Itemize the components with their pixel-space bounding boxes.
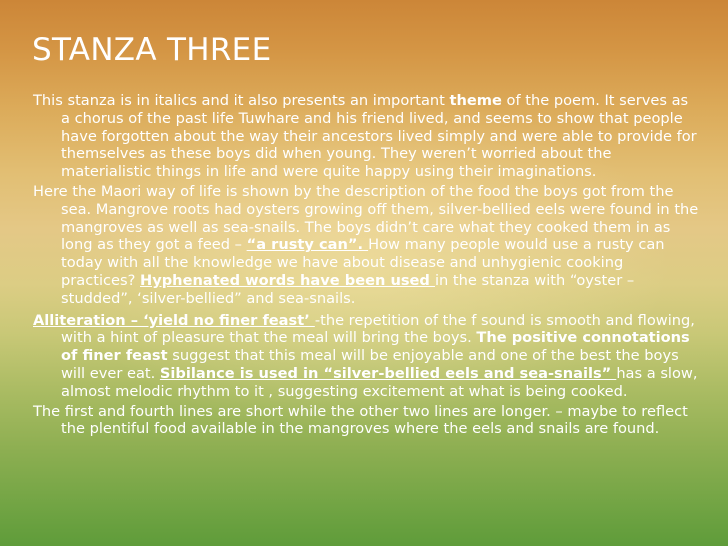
paragraph-alliteration (33, 312, 699, 401)
p2-rusty-can-quote: “a rusty can”. (246, 236, 369, 254)
p1-text-2: of the poem. It serves as a chorus of the past life Tuwhare and his friend lived, and seems to show that people have forgotten about the way their ancestors lived simply and were able to provide for themselves as these boys did when young. They weren’t worried about the materialistic things in life and were quite happy using their imaginations. (61, 92, 697, 181)
p2-text-3: in the stanza with “oyster –studded”, ‘silver-bellied” and sea-snails. (61, 271, 635, 307)
paragraph-maori-food (33, 183, 699, 308)
p3-text-1: -the repetition of the f sound is smooth and flowing, with a hint of pleasure that the meal will bring the boys. (61, 311, 695, 347)
p3-text-2: suggest that this meal will be enjoyable and one of the best the boys will ever eat. (61, 347, 679, 382)
p3-text-3: has a slow, almost melodic rhythm to it , suggesting excitement at what is being cooked. (61, 364, 698, 400)
p3-alliteration-heading: Alliteration – ‘yield no finer feast’ (33, 311, 315, 329)
paragraph-line-lengths (33, 403, 699, 439)
paragraph-theme (33, 92, 699, 181)
p2-text-1: Here the Maori way of life is shown by the description of the food the boys got from the sea. Mangrove roots had oysters growing off them, silver-bellied eels were found in the mangroves as well as sea-snails. The boys didn’t care what they cooked them in as long as they got a feed – (33, 182, 699, 254)
slide-title: STANZA THREE (32, 32, 272, 68)
p2-text-2: How many people would use a rusty can today with all the knowledge we have about disease and unhygienic cooking practices? (61, 236, 665, 289)
p4-text-1: The first and fourth lines are short while the other two lines are longer. – maybe to reflect the plentiful food available in the mangroves where the eels and snails are found. (33, 402, 688, 438)
p3-sibilance: Sibilance is used in “silver-bellied eels and sea-snails” (159, 364, 617, 382)
p1-theme-bold: theme (449, 92, 502, 109)
p1-text-1: This stanza is in italics and it also presents an important (33, 92, 450, 109)
p3-positive-connotations: The positive connotations of finer feast (61, 329, 690, 365)
p2-hyphenated-words: Hyphenated words have been used (140, 271, 435, 289)
slide-body (33, 92, 699, 440)
